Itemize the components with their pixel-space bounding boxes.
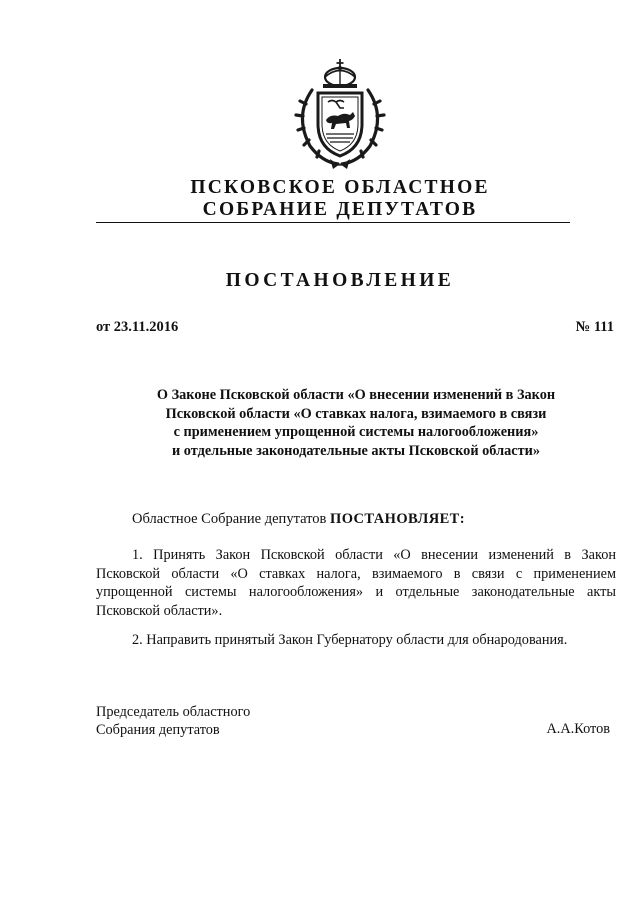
ribbon-icon — [330, 159, 350, 169]
signatory-title-line2: Собрания депутатов — [96, 722, 220, 738]
decree-intro — [132, 511, 465, 528]
subject-line: и отдельные законодательные акты Псковской области» — [172, 442, 540, 459]
org-name-line2: СОБРАНИЕ ДЕПУТАТОВ — [202, 199, 478, 220]
coat-of-arms-emblem — [292, 58, 388, 170]
crown-icon — [323, 59, 357, 88]
subject-line: с применением упрощенной системы налогообложения» — [173, 424, 539, 440]
document-number: № 111 — [575, 319, 614, 335]
header-divider — [96, 222, 570, 223]
signatory-name: А.А.Котов — [546, 721, 610, 737]
clause-1: 1. Принять Закон Псковской области «О внесении изменений в Закон Псковской области «О ставках налога, взимаемого в связи с применением упрощенной системы налогообложения» и отдельные законодательные акты Псковской области». — [96, 547, 616, 619]
signatory-title — [96, 703, 250, 739]
org-name-line1: ПСКОВСКОЕ ОБЛАСТНОЕ — [190, 177, 490, 198]
signatory-title-line1: Председатель областного — [96, 704, 251, 720]
clause-2: 2. Направить принятый Закон Губернатору области для обнародования. — [132, 632, 568, 648]
document-subject — [96, 386, 616, 460]
subject-line: Псковской области «О ставках налога, взимаемого в связи — [165, 405, 547, 422]
decree-keyword: ПОСТАНОВЛЯЕТ: — [330, 511, 465, 527]
document-date: от 23.11.2016 — [96, 319, 179, 335]
shield-icon — [318, 93, 362, 156]
document-type-title: ПОСТАНОВЛЕНИЕ — [225, 270, 455, 291]
decree-intro-text: Областное Собрание депутатов — [132, 511, 327, 527]
subject-line: О Законе Псковской области «О внесении изменений в Закон — [156, 387, 556, 403]
